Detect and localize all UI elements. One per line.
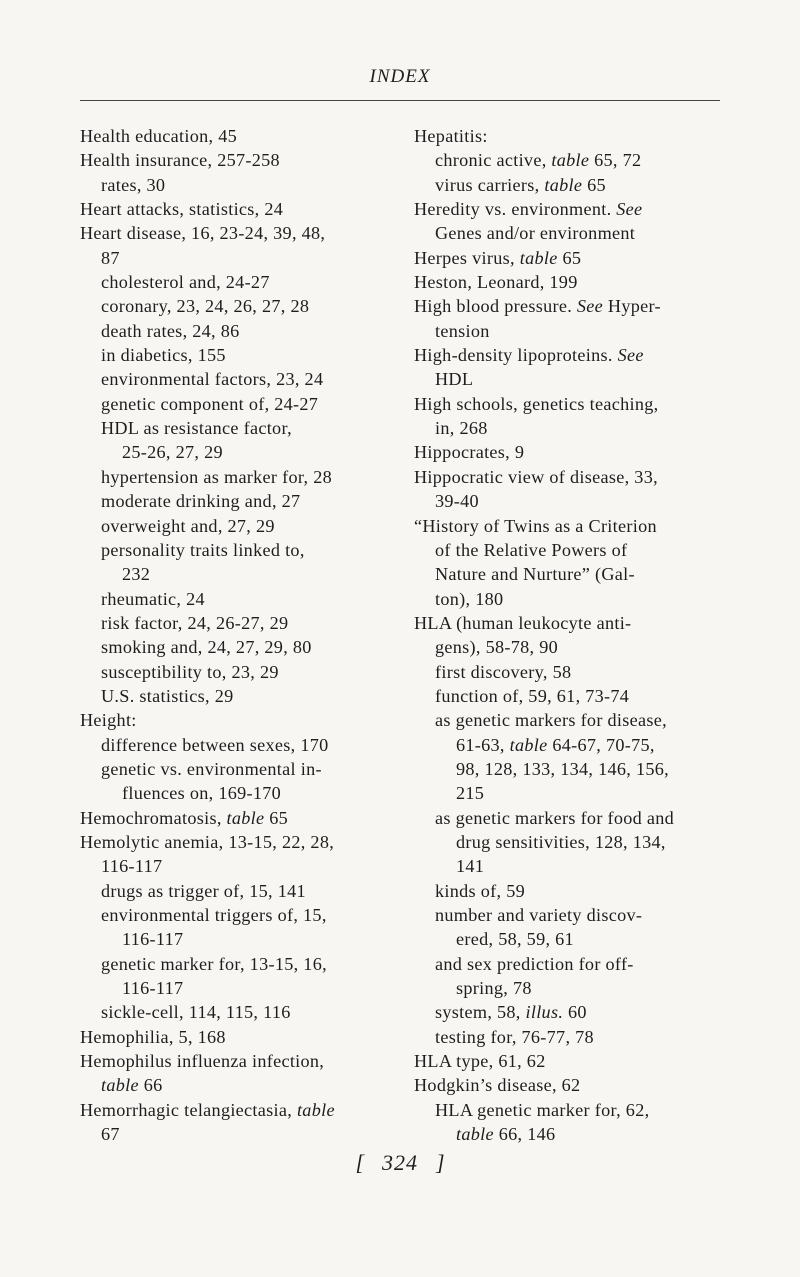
index-subentry <box>80 976 405 1000</box>
index-entry-text: testing for, 76-77, 78 <box>435 1026 594 1047</box>
index-entry-text: High schools, genetics teaching, <box>414 393 659 414</box>
index-subentry <box>80 562 405 586</box>
index-entry-text: Health education, 45 <box>80 126 238 146</box>
index-subentry <box>414 1000 734 1024</box>
index-subentry <box>80 757 405 781</box>
index-entry-text: susceptibility to, 23, 29 <box>101 661 279 682</box>
index-entry-text: function of, 59, 61, 73-74 <box>435 685 630 706</box>
index-entry-italic: table <box>509 734 548 755</box>
index-entry <box>414 197 734 221</box>
index-entry <box>414 343 734 367</box>
index-entry-text: 141 <box>456 856 485 877</box>
index-entry-text: HLA type, 61, 62 <box>414 1051 546 1072</box>
index-entry-text: 66, 146 <box>493 1124 556 1145</box>
index-entry-text: High-density lipoproteins. <box>414 345 618 366</box>
index-entry-text: difference between sexes, 170 <box>101 734 329 755</box>
index-subentry <box>80 733 405 757</box>
index-subentry <box>80 319 405 343</box>
index-subentry <box>80 343 405 367</box>
index-entry-text: HLA (human leukocyte anti- <box>414 612 632 633</box>
index-entry <box>414 440 734 464</box>
index-entry <box>80 806 405 830</box>
index-entry-text: Hemophilus influenza infection, <box>80 1051 325 1072</box>
index-entry-text: Hodgkin’s disease, 62 <box>414 1075 581 1096</box>
index-entry-text: genetic marker for, 13-15, 16, <box>101 953 327 974</box>
index-subentry <box>414 733 734 757</box>
index-subentry <box>80 1122 405 1146</box>
index-subentry <box>80 952 405 976</box>
index-entry <box>414 270 734 294</box>
index-entry-text: HLA genetic marker for, 62, <box>435 1099 650 1120</box>
index-subentry <box>80 367 405 391</box>
index-entry-text: as genetic markers for food and <box>435 807 675 828</box>
index-entry-text: and sex prediction for off- <box>435 953 634 974</box>
index-subentry <box>80 927 405 951</box>
index-entry-italic: See <box>576 296 604 317</box>
index-subentry <box>80 879 405 903</box>
index-entry-text: HDL as resistance factor, <box>101 418 292 439</box>
index-entry <box>414 124 734 148</box>
index-subentry <box>80 587 405 611</box>
index-subentry <box>414 806 734 830</box>
index-entry-text: HDL <box>435 369 474 390</box>
index-entry-text: High blood pressure. <box>414 296 577 317</box>
index-entry-text: Hyper- <box>603 296 661 317</box>
index-entry-text: personality traits linked to, <box>101 539 305 560</box>
index-entry-text: 232 <box>122 564 151 585</box>
index-entry-text: ton), 180 <box>435 588 504 609</box>
index-entry <box>80 197 405 221</box>
index-entry-text: kinds of, 59 <box>435 880 525 901</box>
index-entry-text: hypertension as marker for, 28 <box>101 466 332 487</box>
index-entry-text: Heredity vs. environment. <box>414 199 617 220</box>
index-entry-text: ered, 58, 59, 61 <box>456 929 574 950</box>
index-subentry <box>80 294 405 318</box>
index-entry-text: Heston, Leonard, 199 <box>414 272 578 293</box>
index-entry-text: Hippocratic view of disease, 33, <box>414 466 658 487</box>
index-entry-text: as genetic markers for disease, <box>435 710 667 731</box>
index-subentry <box>414 976 734 1000</box>
index-entry-text: 25-26, 27, 29 <box>122 442 223 463</box>
index-subentry <box>414 879 734 903</box>
index-subentry <box>414 367 734 391</box>
index-entry-text: Hemochromatosis, <box>80 807 227 828</box>
index-entry-text: drugs as trigger of, 15, 141 <box>101 880 306 901</box>
index-subentry <box>414 148 734 172</box>
index-entry-italic: See <box>617 345 644 366</box>
index-subentry <box>414 1025 734 1049</box>
index-entry-text: cholesterol and, 24-27 <box>101 272 270 293</box>
index-subentry <box>414 538 734 562</box>
index-subentry <box>414 903 734 927</box>
header-rule <box>80 100 720 101</box>
index-subentry <box>80 635 405 659</box>
index-subentry <box>414 1122 734 1146</box>
index-entry-text: environmental triggers of, 15, <box>101 905 327 925</box>
index-entry <box>80 708 405 732</box>
index-entry-text: Nature and Nurture” (Gal- <box>435 564 635 585</box>
index-entry-text: genetic vs. environmental in- <box>101 758 322 779</box>
index-entry-text: Hippocrates, 9 <box>414 442 525 463</box>
index-entry <box>80 124 405 148</box>
index-entry-text: 215 <box>456 783 485 804</box>
index-subentry <box>80 514 405 538</box>
index-subentry <box>414 173 734 197</box>
index-entry-text: Hepatitis: <box>414 126 488 146</box>
index-entry-text: 39-40 <box>435 491 479 512</box>
index-entry-text: environmental factors, 23, 24 <box>101 369 324 390</box>
index-entry-text: virus carriers, <box>435 174 545 195</box>
index-subentry <box>414 635 734 659</box>
index-entry-text: overweight and, 27, 29 <box>101 515 275 536</box>
index-subentry <box>414 830 734 854</box>
index-subentry <box>80 246 405 270</box>
index-entry-italic: table <box>296 1099 335 1120</box>
index-entry-italic: table <box>101 1075 139 1096</box>
index-subentry <box>414 927 734 951</box>
index-entry-text: Hemolytic anemia, 13-15, 22, 28, <box>80 831 335 852</box>
index-subentry <box>414 781 734 805</box>
index-entry-text: in, 268 <box>435 418 488 439</box>
folio-open-bracket: [ <box>355 1150 364 1175</box>
index-subentry <box>414 684 734 708</box>
index-entry-text: tension <box>435 320 490 341</box>
index-entry <box>414 246 734 270</box>
index-subentry <box>80 781 405 805</box>
index-subentry <box>80 465 405 489</box>
index-entry-text: Hemorrhagic telangiectasia, <box>80 1099 297 1120</box>
index-entry <box>414 514 734 538</box>
index-entry <box>414 294 734 318</box>
index-subentry <box>80 489 405 513</box>
index-entry-text: spring, 78 <box>456 978 532 999</box>
index-entry-text: U.S. statistics, 29 <box>101 685 234 706</box>
index-entry-text: 61-63, <box>456 734 510 755</box>
index-subentry <box>414 221 734 245</box>
index-entry-text: smoking and, 24, 27, 29, 80 <box>101 637 312 658</box>
index-entry <box>414 1049 734 1073</box>
index-subentry <box>414 1098 734 1122</box>
index-entry-text: “History of Twins as a Criterion <box>414 515 657 536</box>
index-subentry <box>80 611 405 635</box>
index-entry-text: chronic active, <box>435 150 552 171</box>
index-entry-text: Heart disease, 16, 23-24, 39, 48, <box>80 223 326 244</box>
index-entry-text: 66 <box>138 1075 163 1096</box>
index-entry-text: death rates, 24, 86 <box>101 320 240 341</box>
index-entry-text: 116-117 <box>122 929 184 950</box>
index-entry-text: sickle-cell, 114, 115, 116 <box>101 1002 291 1023</box>
index-entry-text: Health insurance, 257-258 <box>80 150 280 171</box>
index-entry-text: of the Relative Powers of <box>435 539 628 560</box>
page-number: 324 <box>382 1150 418 1175</box>
index-entry-text: number and variety discov- <box>435 905 643 925</box>
index-entry-text: 65 <box>582 174 606 195</box>
index-entry-text: Heart attacks, statistics, 24 <box>80 199 284 220</box>
index-subentry <box>80 1000 405 1024</box>
index-entry <box>80 221 405 245</box>
index-entry <box>80 148 405 172</box>
index-entry <box>80 1025 405 1049</box>
index-entry <box>414 465 734 489</box>
page-folio <box>0 1150 800 1176</box>
index-subentry <box>80 660 405 684</box>
index-entry-italic: table <box>519 247 558 268</box>
index-entry-text: Height: <box>80 710 137 731</box>
index-entry-text: first discovery, 58 <box>435 661 572 682</box>
index-entry-text: 116-117 <box>122 978 184 999</box>
index-entry-text: Herpes virus, <box>414 247 520 268</box>
index-entry-text: gens), 58-78, 90 <box>435 637 559 658</box>
index-entry-text: rates, 30 <box>101 174 166 195</box>
index-entry-text: 64-67, 70-75, <box>547 734 655 755</box>
index-column-left <box>80 124 405 1146</box>
index-entry-text: moderate drinking and, 27 <box>101 491 301 512</box>
index-subentry <box>80 270 405 294</box>
page-header: INDEX <box>369 66 431 87</box>
index-subentry <box>80 416 405 440</box>
index-entry-italic: table <box>551 150 590 171</box>
index-entry-text: 60 <box>563 1002 587 1023</box>
index-entry-text: 65 <box>264 807 289 828</box>
index-entry <box>80 830 405 854</box>
index-subentry <box>80 440 405 464</box>
index-entry-italic: See <box>616 199 643 220</box>
index-entry <box>80 1049 405 1073</box>
index-entry-italic: table <box>456 1124 494 1145</box>
index-subentry <box>80 854 405 878</box>
index-entry-italic: table <box>226 807 265 828</box>
index-entry-text: 98, 128, 133, 134, 146, 156, <box>456 758 670 779</box>
folio-close-bracket: ] <box>436 1150 445 1175</box>
index-entry-text: fluences on, 169-170 <box>122 783 282 804</box>
index-entry <box>414 392 734 416</box>
index-subentry <box>414 489 734 513</box>
index-subentry <box>80 903 405 927</box>
index-entry-text: 87 <box>101 247 120 268</box>
index-entry-text: 116-117 <box>101 856 163 877</box>
index-entry-italic: illus. <box>525 1002 564 1023</box>
index-subentry <box>80 173 405 197</box>
index-entry <box>414 611 734 635</box>
index-entry-text: 65 <box>557 247 582 268</box>
index-subentry <box>414 708 734 732</box>
index-subentry <box>80 684 405 708</box>
index-entry-text: drug sensitivities, 128, 134, <box>456 831 666 852</box>
index-entry-text: Hemophilia, 5, 168 <box>80 1026 226 1047</box>
index-subentry <box>414 952 734 976</box>
index-entry-text: in diabetics, 155 <box>101 345 226 366</box>
index-entry-text: genetic component of, 24-27 <box>101 393 319 414</box>
index-entry-text: rheumatic, 24 <box>101 588 205 609</box>
index-entry-italic: table <box>544 174 583 195</box>
index-entry-text: risk factor, 24, 26-27, 29 <box>101 612 289 633</box>
index-entry-text: Genes and/or environment <box>435 223 636 244</box>
index-subentry <box>414 416 734 440</box>
index-subentry <box>80 392 405 416</box>
index-subentry <box>414 587 734 611</box>
index-entry-text: system, 58, <box>435 1002 526 1023</box>
index-entry-text: coronary, 23, 24, 26, 27, 28 <box>101 296 310 317</box>
index-subentry <box>414 562 734 586</box>
index-entry <box>80 1098 405 1122</box>
index-subentry <box>414 757 734 781</box>
index-subentry <box>414 660 734 684</box>
index-entry-text: 67 <box>101 1124 120 1145</box>
index-column-right <box>414 124 734 1146</box>
index-subentry <box>414 319 734 343</box>
index-subentry <box>414 854 734 878</box>
index-subentry <box>80 1073 405 1097</box>
index-entry <box>414 1073 734 1097</box>
index-subentry <box>80 538 405 562</box>
index-entry-text: 65, 72 <box>589 150 642 171</box>
